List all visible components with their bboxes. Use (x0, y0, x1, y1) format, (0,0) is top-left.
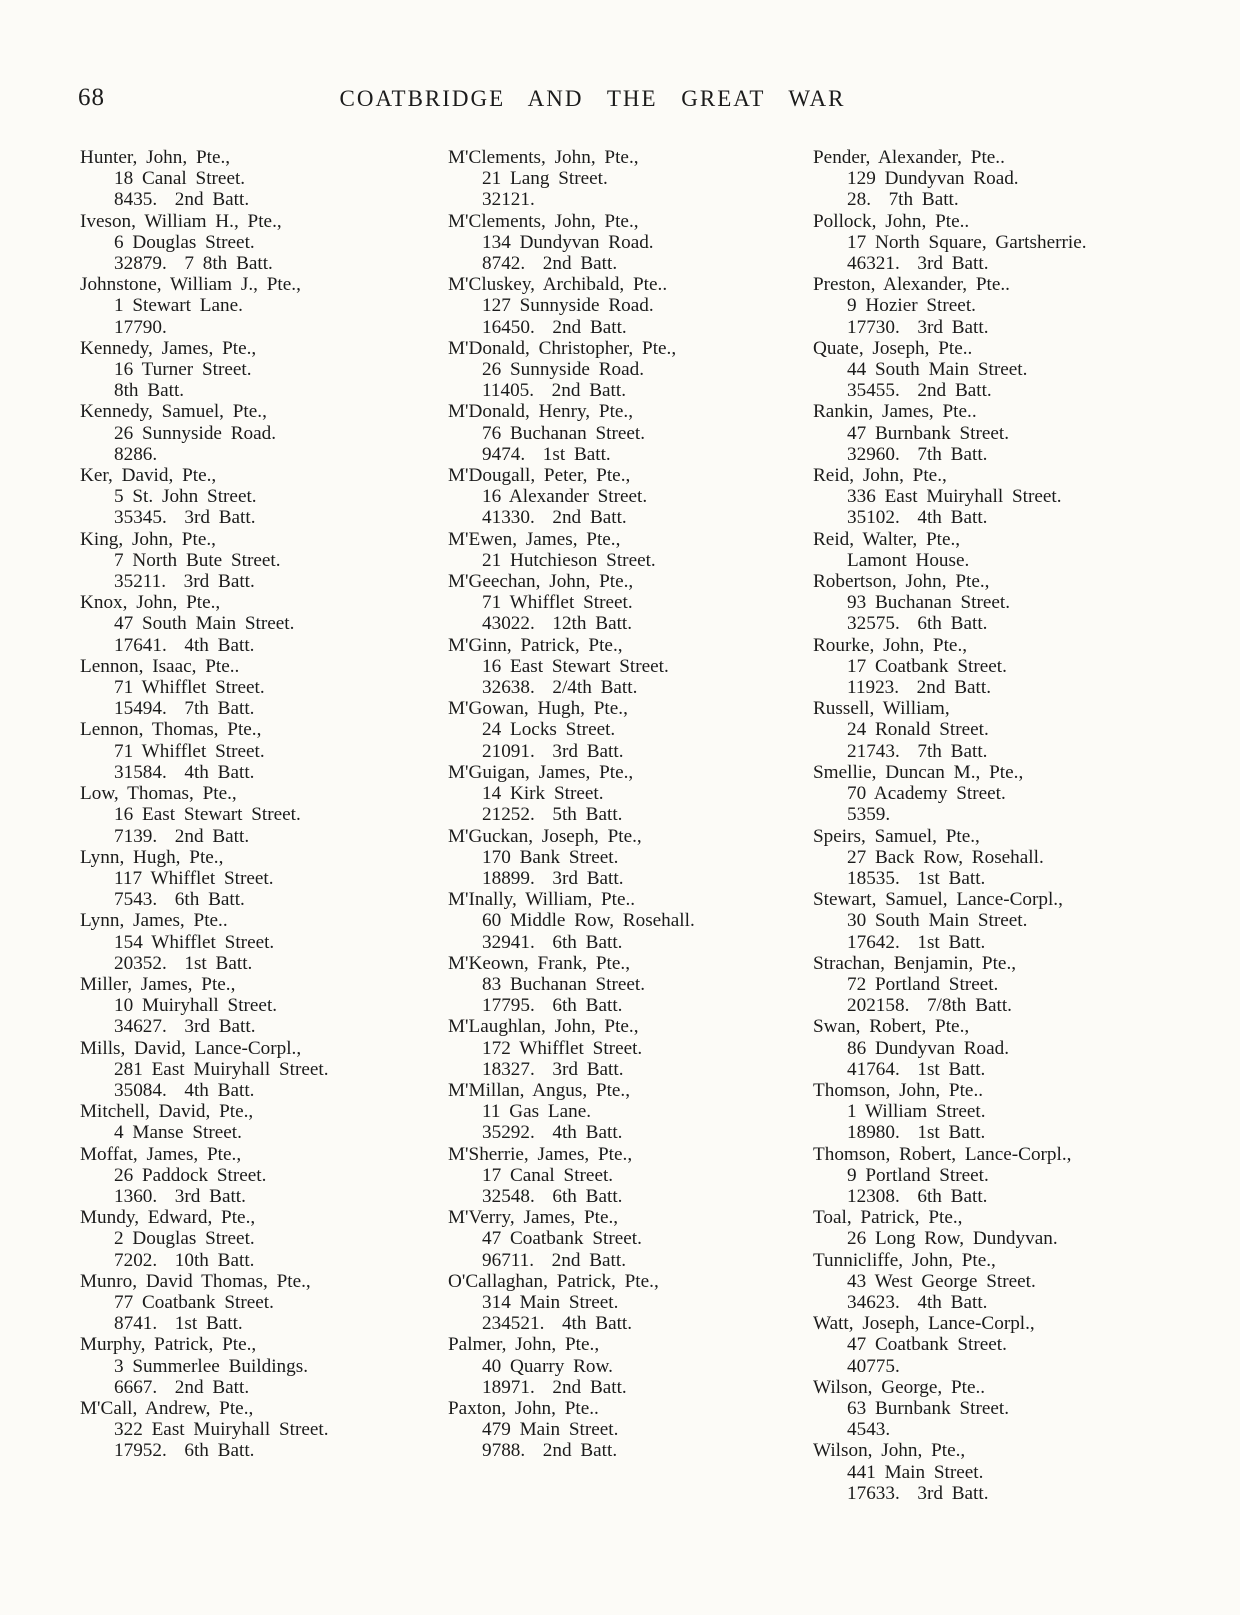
roll-entry (448, 1207, 810, 1271)
entry-service: 202158. 7/8th Batt. (847, 995, 1012, 1017)
entry-service: 17633. 3rd Batt. (847, 1482, 989, 1504)
roll-entry (80, 974, 438, 1038)
entry-service: 15494. 7th Batt. (114, 698, 255, 720)
entry-service: 41330. 2nd Batt. (482, 507, 627, 529)
entry-address: 17 North Square, Gartsherrie. (847, 231, 1087, 253)
entry-name: Quate, Joseph, Pte.. (813, 337, 973, 359)
entry-name: Mills, David, Lance-Corpl., (80, 1037, 302, 1059)
entry-service: 8741. 1st Batt. (114, 1313, 243, 1335)
roll-entry (80, 338, 438, 402)
roll-entry (80, 1144, 438, 1208)
entry-name: Moffat, James, Pte., (80, 1143, 242, 1165)
entry-address: 17 Coatbank Street. (847, 655, 1007, 677)
roll-entry (448, 338, 810, 402)
entry-service: 40775. (847, 1355, 900, 1377)
entry-address: 47 Coatbank Street. (482, 1228, 642, 1250)
entry-name: Reid, Walter, Pte., (813, 528, 961, 550)
entry-name: M'Guckan, Joseph, Pte., (448, 825, 642, 847)
roll-entry (448, 762, 810, 826)
entry-service: 12308. 6th Batt. (847, 1185, 988, 1207)
roll-entry (448, 465, 810, 529)
entry-address: 14 Kirk Street. (482, 783, 604, 805)
roll-entry (813, 762, 1193, 826)
entry-service: 32960. 7th Batt. (847, 443, 988, 465)
entry-name: M'Inally, William, Pte.. (448, 889, 636, 911)
entry-name: Paxton, John, Pte.. (448, 1397, 599, 1419)
entry-name: M'Geechan, John, Pte., (448, 571, 634, 593)
entry-name: Pollock, John, Pte.. (813, 210, 970, 232)
roll-entry (80, 783, 438, 847)
roll-entry (80, 147, 438, 211)
entry-service: 32575. 6th Batt. (847, 613, 988, 635)
entry-name: Wilson, John, Pte., (813, 1440, 966, 1462)
entry-address: 3 Summerlee Buildings. (114, 1355, 309, 1377)
entry-address: 314 Main Street. (482, 1291, 619, 1313)
entry-name: Lynn, James, Pte.. (80, 910, 228, 932)
entry-service: 17952. 6th Batt. (114, 1440, 255, 1462)
entry-name: Thomson, Robert, Lance-Corpl., (813, 1143, 1072, 1165)
entry-service: 32879. 7 8th Batt. (114, 253, 273, 275)
entry-address: 16 Turner Street. (114, 359, 252, 381)
roll-entry (813, 698, 1193, 762)
entry-name: Rourke, John, Pte., (813, 634, 968, 656)
roll-entry (813, 571, 1193, 635)
entry-address: 9 Portland Street. (847, 1164, 989, 1186)
entry-address: 129 Dundyvan Road. (847, 168, 1019, 190)
entry-address: 2 Douglas Street. (114, 1228, 255, 1250)
entry-name: M'Clements, John, Pte., (448, 147, 639, 168)
entry-address: 117 Whifflet Street. (114, 867, 274, 889)
entry-name: Russell, William, (813, 698, 950, 720)
entry-service: 8286. (114, 443, 158, 465)
roll-entry (813, 1377, 1193, 1441)
roll-entry (80, 592, 438, 656)
entry-name: Kennedy, James, Pte., (80, 337, 257, 359)
entry-service: 34623. 4th Batt. (847, 1291, 988, 1313)
entry-address: 26 Sunnyside Road. (114, 422, 277, 444)
entry-name: Iveson, William H., Pte., (80, 210, 282, 232)
entry-address: 70 Academy Street. (847, 783, 1006, 805)
roll-entry (80, 274, 438, 338)
entry-service: 17730. 3rd Batt. (847, 316, 989, 338)
entry-service: 7139. 2nd Batt. (114, 825, 250, 847)
entry-address: 1 William Street. (847, 1101, 986, 1123)
entry-service: 18980. 1st Batt. (847, 1122, 986, 1144)
entry-service: 35455. 2nd Batt. (847, 380, 992, 402)
entry-name: Thomson, John, Pte.. (813, 1079, 984, 1101)
roll-entry (813, 274, 1193, 338)
entry-name: M'Call, Andrew, Pte., (80, 1397, 254, 1419)
entry-address: 71 Whifflet Street. (482, 592, 633, 614)
roll-column (813, 147, 1193, 1504)
entry-name: M'Laughlan, John, Pte., (448, 1016, 639, 1038)
entry-name: M'Verry, James, Pte., (448, 1207, 619, 1229)
roll-entry (448, 1144, 810, 1208)
entry-address: 18 Canal Street. (114, 168, 246, 190)
entry-name: Lennon, Isaac, Pte.. (80, 655, 240, 677)
entry-address: 441 Main Street. (847, 1461, 984, 1483)
roll-entry (813, 1250, 1193, 1314)
entry-service: 18327. 3rd Batt. (482, 1058, 624, 1080)
entry-address: 76 Buchanan Street. (482, 422, 646, 444)
entry-address: 24 Ronald Street. (847, 719, 989, 741)
entry-address: 281 East Muiryhall Street. (114, 1058, 329, 1080)
roll-entry (448, 889, 810, 953)
roll-entry (813, 826, 1193, 890)
roll-entry (813, 338, 1193, 402)
entry-address: 16 East Stewart Street. (482, 655, 669, 677)
entry-name: Mundy, Edward, Pte., (80, 1207, 256, 1229)
roll-entry (80, 401, 438, 465)
page-title: COATBRIDGE AND THE GREAT WAR (339, 86, 846, 111)
entry-name: Johnstone, William J., Pte., (80, 274, 301, 296)
entry-service: 9474. 1st Batt. (482, 443, 611, 465)
roll-entry (813, 401, 1193, 465)
entry-name: M'Clements, John, Pte., (448, 210, 639, 232)
entry-service: 35211. 3rd Batt. (114, 571, 255, 593)
roll-entry (813, 953, 1193, 1017)
entry-name: M'Ginn, Patrick, Pte., (448, 634, 623, 656)
roll-entry (448, 529, 810, 571)
roll-entry (813, 147, 1193, 211)
entry-name: O'Callaghan, Patrick, Pte., (448, 1270, 659, 1292)
entry-name: Preston, Alexander, Pte.. (813, 274, 1010, 296)
entry-name: King, John, Pte., (80, 528, 216, 550)
entry-service: 5359. (847, 804, 891, 826)
roll-entry (448, 1271, 810, 1335)
entry-address: 60 Middle Row, Rosehall. (482, 910, 695, 932)
entry-name: Mitchell, David, Pte., (80, 1101, 254, 1123)
entry-service: 32638. 2/4th Batt. (482, 677, 638, 699)
roll-entry (813, 889, 1193, 953)
entry-service: 9788. 2nd Batt. (482, 1440, 618, 1462)
entry-service: 35345. 3rd Batt. (114, 507, 256, 529)
roll-entry (448, 274, 810, 338)
entry-name: M'Millan, Angus, Pte., (448, 1079, 631, 1101)
entry-name: Smellie, Duncan M., Pte., (813, 761, 1024, 783)
entry-name: Speirs, Samuel, Pte., (813, 825, 980, 847)
entry-address: 44 South Main Street. (847, 359, 1028, 381)
entry-service: 6667. 2nd Batt. (114, 1376, 250, 1398)
entry-service: 46321. 3rd Batt. (847, 253, 989, 275)
entry-service: 21252. 5th Batt. (482, 804, 623, 826)
roll-entry (448, 401, 810, 465)
entry-address: 83 Buchanan Street. (482, 973, 646, 995)
entry-service: 11405. 2nd Batt. (482, 380, 626, 402)
entry-address: 27 Back Row, Rosehall. (847, 846, 1044, 868)
entry-address: 47 Burnbank Street. (847, 422, 1010, 444)
entry-address: 7 North Bute Street. (114, 549, 281, 571)
entry-address: 127 Sunnyside Road. (482, 295, 654, 317)
roll-entry (813, 211, 1193, 275)
roll-entry (80, 847, 438, 911)
entry-name: Wilson, George, Pte.. (813, 1376, 986, 1398)
entry-address: 11 Gas Lane. (482, 1101, 592, 1123)
entry-address: 63 Burnbank Street. (847, 1397, 1010, 1419)
entry-service: 11923. 2nd Batt. (847, 677, 991, 699)
entry-service: 18899. 3rd Batt. (482, 867, 624, 889)
entry-name: Kennedy, Samuel, Pte., (80, 401, 267, 423)
roll-column (80, 147, 438, 1462)
entry-service: 34627. 3rd Batt. (114, 1016, 256, 1038)
entry-service: 4543. (847, 1419, 891, 1441)
entry-address: 336 East Muiryhall Street. (847, 486, 1062, 508)
entry-name: Lennon, Thomas, Pte., (80, 719, 262, 741)
entry-service: 17795. 6th Batt. (482, 995, 623, 1017)
roll-entry (813, 1016, 1193, 1080)
roll-entry (813, 1313, 1193, 1377)
entry-address: 17 Canal Street. (482, 1164, 614, 1186)
roll-entry (448, 826, 810, 890)
entry-name: M'Dougall, Peter, Pte., (448, 465, 631, 487)
roll-entry (80, 529, 438, 593)
entry-address: 40 Quarry Row. (482, 1355, 613, 1377)
roll-entry (813, 465, 1193, 529)
entry-service: 35084. 4th Batt. (114, 1079, 255, 1101)
entry-address: 47 Coatbank Street. (847, 1334, 1007, 1356)
roll-entry (813, 1440, 1193, 1504)
roll-column (448, 147, 810, 1462)
entry-name: Munro, David Thomas, Pte., (80, 1270, 311, 1292)
entry-service: 96711. 2nd Batt. (482, 1249, 626, 1271)
entry-name: M'Keown, Frank, Pte., (448, 952, 630, 974)
entry-address: 72 Portland Street. (847, 973, 999, 995)
roll-entry (813, 1207, 1193, 1249)
entry-name: Ker, David, Pte., (80, 465, 217, 487)
entry-address: 4 Manse Street. (114, 1122, 242, 1144)
entry-name: M'Ewen, James, Pte., (448, 528, 621, 550)
entry-name: Hunter, John, Pte., (80, 147, 231, 168)
roll-entry (80, 1334, 438, 1398)
entry-address: 43 West George Street. (847, 1270, 1036, 1292)
entry-address: 71 Whifflet Street. (114, 677, 265, 699)
roll-entry (448, 1334, 810, 1398)
entry-name: Robertson, John, Pte., (813, 571, 990, 593)
entry-service: 43022. 12th Batt. (482, 613, 633, 635)
entry-address: 77 Coatbank Street. (114, 1291, 274, 1313)
entry-service: 1360. 3rd Batt. (114, 1185, 246, 1207)
entry-name: M'Sherrie, James, Pte., (448, 1143, 633, 1165)
entry-address: 322 East Muiryhall Street. (114, 1419, 329, 1441)
entry-address: 47 South Main Street. (114, 613, 295, 635)
entry-name: Watt, Joseph, Lance-Corpl., (813, 1313, 1035, 1335)
entry-name: Stewart, Samuel, Lance-Corpl., (813, 889, 1063, 911)
entry-service: 234521. 4th Batt. (482, 1313, 633, 1335)
entry-name: Toal, Patrick, Pte., (813, 1207, 963, 1229)
entry-name: M'Guigan, James, Pte., (448, 761, 634, 783)
entry-service: 7202. 10th Batt. (114, 1249, 255, 1271)
roll-entry (80, 1271, 438, 1335)
roll-entry (448, 635, 810, 699)
entry-address: 21 Hutchieson Street. (482, 549, 656, 571)
entry-service: 31584. 4th Batt. (114, 761, 255, 783)
entry-service: 32941. 6th Batt. (482, 931, 623, 953)
entry-name: Reid, John, Pte., (813, 465, 947, 487)
entry-address: 6 Douglas Street. (114, 231, 255, 253)
roll-entry (80, 1398, 438, 1462)
entry-service: 7543. 6th Batt. (114, 889, 245, 911)
entry-service: 28. 7th Batt. (847, 189, 959, 211)
roll-entry (80, 1101, 438, 1143)
entry-name: Pender, Alexander, Pte.. (813, 147, 1005, 168)
entry-service: 17641. 4th Batt. (114, 634, 255, 656)
entry-service: 16450. 2nd Batt. (482, 316, 627, 338)
entry-name: Miller, James, Pte., (80, 973, 236, 995)
entry-service: 41764. 1st Batt. (847, 1058, 986, 1080)
entry-service: 8435. 2nd Batt. (114, 189, 250, 211)
entry-name: Rankin, James, Pte.. (813, 401, 977, 423)
page-number: 68 (78, 84, 105, 111)
entry-name: Swan, Robert, Pte., (813, 1016, 970, 1038)
entry-service: 18971. 2nd Batt. (482, 1376, 627, 1398)
entry-service: 21743. 7th Batt. (847, 740, 988, 762)
entry-address: 1 Stewart Lane. (114, 295, 243, 317)
entry-address: 30 South Main Street. (847, 910, 1028, 932)
entry-address: 16 Alexander Street. (482, 486, 648, 508)
entry-service: 32548. 6th Batt. (482, 1185, 623, 1207)
roll-entry (813, 635, 1193, 699)
roll-entry (448, 953, 810, 1017)
entry-name: Strachan, Benjamin, Pte., (813, 952, 1017, 974)
entry-address: 154 Whifflet Street. (114, 931, 275, 953)
entry-service: 20352. 1st Batt. (114, 952, 253, 974)
roll-entry (448, 1080, 810, 1144)
entry-address: 170 Bank Street. (482, 846, 619, 868)
entry-name: Lynn, Hugh, Pte., (80, 846, 224, 868)
entry-address: 479 Main Street. (482, 1419, 619, 1441)
entry-service: 32121. (482, 189, 535, 211)
entry-address: 26 Sunnyside Road. (482, 359, 645, 381)
entry-name: M'Cluskey, Archibald, Pte.. (448, 274, 668, 296)
entry-address: 71 Whifflet Street. (114, 740, 265, 762)
roll-entry (80, 719, 438, 783)
entry-name: Knox, John, Pte., (80, 592, 221, 614)
roll-entry (80, 465, 438, 529)
entry-service: 35292. 4th Batt. (482, 1122, 623, 1144)
roll-entry (448, 698, 810, 762)
entry-service: 8th Batt. (114, 380, 185, 402)
entry-address: 26 Paddock Street. (114, 1164, 267, 1186)
roll-entry (80, 656, 438, 720)
entry-name: Palmer, John, Pte., (448, 1334, 600, 1356)
roll-entry (80, 211, 438, 275)
entry-service: 18535. 1st Batt. (847, 867, 986, 889)
entry-address: 21 Lang Street. (482, 168, 608, 190)
roll-entry (448, 147, 810, 211)
entry-service: 35102. 4th Batt. (847, 507, 988, 529)
entry-service: 17790. (114, 316, 167, 338)
entry-address: 93 Buchanan Street. (847, 592, 1011, 614)
entry-address: 5 St. John Street. (114, 486, 257, 508)
entry-address: 16 East Stewart Street. (114, 804, 301, 826)
entry-service: 17642. 1st Batt. (847, 931, 986, 953)
entry-address: 9 Hozier Street. (847, 295, 976, 317)
roll-entry (448, 211, 810, 275)
entry-name: M'Donald, Henry, Pte., (448, 401, 634, 423)
entry-service: 8742. 2nd Batt. (482, 253, 618, 275)
entry-address: Lamont House. (847, 549, 970, 571)
entry-address: 86 Dundyvan Road. (847, 1037, 1010, 1059)
entry-address: 10 Muiryhall Street. (114, 995, 278, 1017)
entry-name: Tunnicliffe, John, Pte., (813, 1249, 996, 1271)
roll-entry (813, 529, 1193, 571)
roll-entry (80, 910, 438, 974)
roll-entry (813, 1144, 1193, 1208)
entry-address: 26 Long Row, Dundyvan. (847, 1228, 1058, 1250)
entry-address: 172 Whifflet Street. (482, 1037, 643, 1059)
entry-name: M'Gowan, Hugh, Pte., (448, 698, 628, 720)
roll-entry (80, 1207, 438, 1271)
roll-entry (80, 1038, 438, 1102)
entry-address: 134 Dundyvan Road. (482, 231, 654, 253)
entry-name: M'Donald, Christopher, Pte., (448, 337, 677, 359)
entry-address: 24 Locks Street. (482, 719, 616, 741)
roll-entry (448, 571, 810, 635)
entry-name: Murphy, Patrick, Pte., (80, 1334, 257, 1356)
roll-entry (448, 1398, 810, 1462)
roll-entry (448, 1016, 810, 1080)
entry-name: Low, Thomas, Pte., (80, 783, 237, 805)
roll-entry (813, 1080, 1193, 1144)
entry-service: 21091. 3rd Batt. (482, 740, 624, 762)
